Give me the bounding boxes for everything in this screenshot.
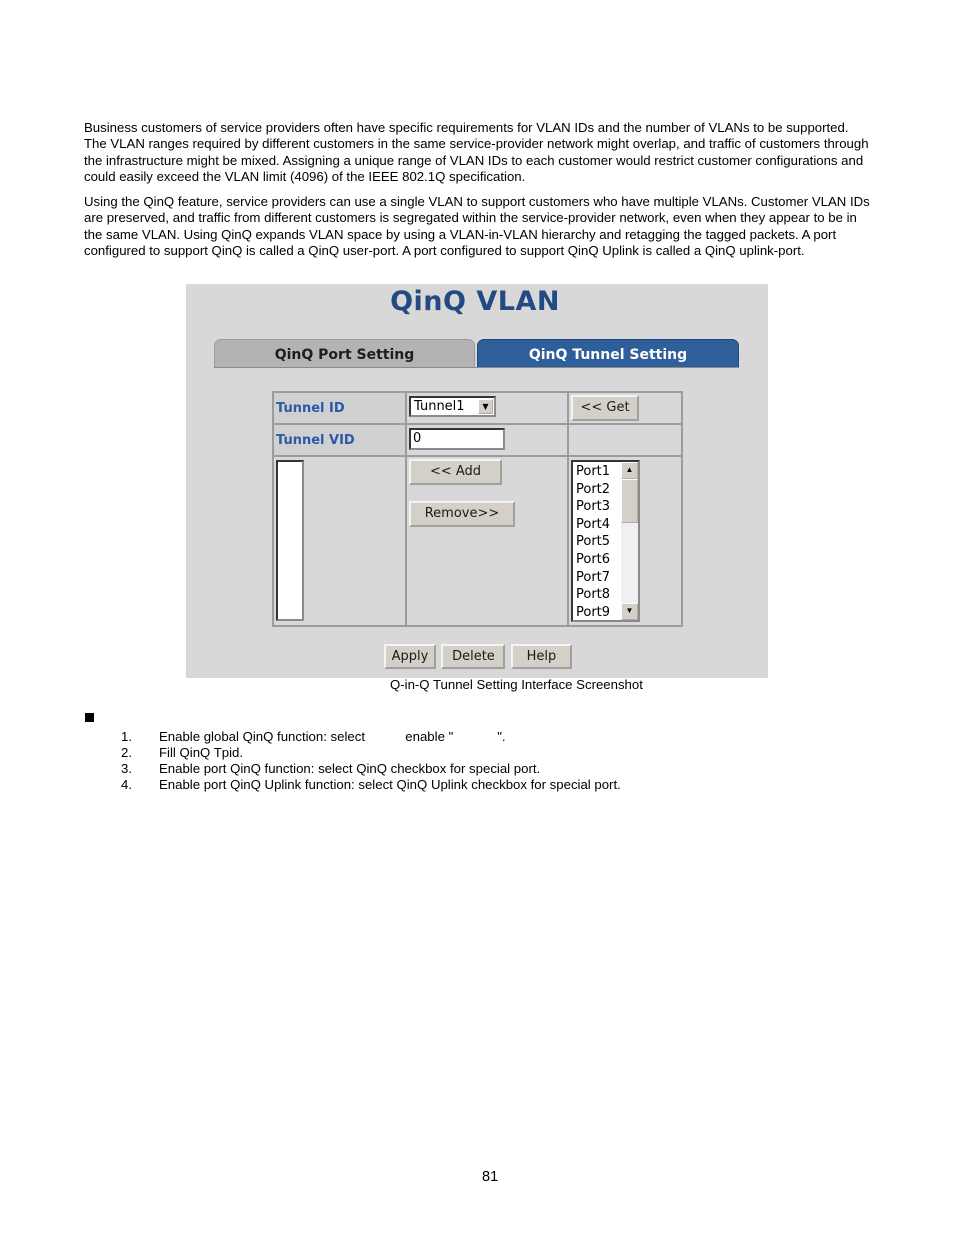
ports-scrollbar[interactable] — [621, 462, 638, 620]
screenshot-title: QinQ VLAN — [390, 286, 560, 317]
step-text: Enable port QinQ function: select QinQ checkbox for special port. — [159, 761, 541, 776]
square-bullet-icon — [85, 713, 94, 722]
list-item[interactable]: Port4 — [576, 516, 611, 532]
list-item[interactable]: Port6 — [576, 551, 611, 567]
intro-paragraph: Business customers of service providers often have specific requirements for VLAN IDs and the number of VLANs to be supported. The VLAN ranges required by different customers in the same service-provider network might overlap, and traffic of customers through the infrastructure might be mixed. Assigning a unique range of VLAN IDs to each customer would restrict customer configurations and could easily exceed the VLAN limit (4096) of the IEEE 802.1Q specification. — [84, 120, 869, 184]
apply-button[interactable]: Apply — [384, 644, 436, 669]
qinq-paragraph: Using the QinQ feature, service providers can use a single VLAN to support customers who have multiple VLANs. Customer VLAN IDs are preserved, and traffic from different customers is segregated within the service-provider network, even when they appear to be in the same VLAN. Using QinQ expands VLAN space by using a VLAN-in-VLAN hierarchy and retagging the tagged packets. A port configured to support QinQ is called a QinQ user-port. A port configured to support QinQ Uplink is called a QinQ uplink-port. — [84, 194, 870, 258]
add-button[interactable]: << Add — [409, 459, 502, 485]
delete-button[interactable]: Delete — [441, 644, 505, 669]
chevron-down-icon[interactable]: ▼ — [478, 399, 493, 414]
list-item[interactable]: Port1 — [576, 464, 611, 479]
tunnel-id-select[interactable] — [409, 396, 496, 417]
list-item[interactable]: Port3 — [576, 499, 611, 515]
tunnel-vid-input[interactable]: 0 — [409, 428, 505, 450]
figure-caption: Q-in-Q Tunnel Setting Interface Screenshot — [390, 677, 643, 692]
list-item[interactable]: Port7 — [576, 569, 611, 585]
step-number: 1. — [121, 729, 132, 744]
scroll-thumb[interactable] — [621, 479, 638, 523]
list-item[interactable]: Port5 — [576, 534, 611, 550]
tunnel-id-value: Tunnel1 — [414, 399, 465, 414]
step-text: Enable port QinQ Uplink function: select QinQ Uplink checkbox for special port. — [159, 777, 621, 792]
tunnel-id-label: Tunnel ID — [273, 392, 406, 424]
help-button[interactable]: Help — [511, 644, 572, 669]
list-item[interactable]: Port8 — [576, 587, 611, 603]
step-number: 2. — [121, 745, 132, 760]
tunnel-member-list[interactable] — [276, 460, 304, 621]
scroll-down-icon[interactable]: ▼ — [621, 603, 638, 620]
page-number: 81 — [482, 1169, 499, 1185]
available-ports-list[interactable] — [571, 460, 640, 622]
action-buttons — [384, 644, 573, 669]
step-number: 3. — [121, 761, 132, 776]
list-item[interactable]: Port9 — [576, 604, 611, 620]
scroll-up-icon[interactable]: ▲ — [621, 462, 638, 479]
tunnel-setting-table — [272, 391, 683, 627]
qinq-vlan-screenshot — [186, 284, 768, 678]
tunnel-vid-label: Tunnel VID — [273, 424, 406, 456]
step-text: Enable global QinQ function: select enable " ". — [159, 729, 506, 744]
get-button[interactable]: << Get — [571, 395, 639, 421]
tab-qinq-port-setting[interactable]: QinQ Port Setting — [214, 339, 475, 368]
tab-divider — [214, 367, 739, 368]
tab-qinq-tunnel-setting[interactable]: QinQ Tunnel Setting — [477, 339, 739, 368]
step-text: Fill QinQ Tpid. — [159, 745, 244, 760]
list-item[interactable]: Port2 — [576, 481, 611, 497]
step-number: 4. — [121, 777, 132, 792]
remove-button[interactable]: Remove>> — [409, 501, 515, 527]
